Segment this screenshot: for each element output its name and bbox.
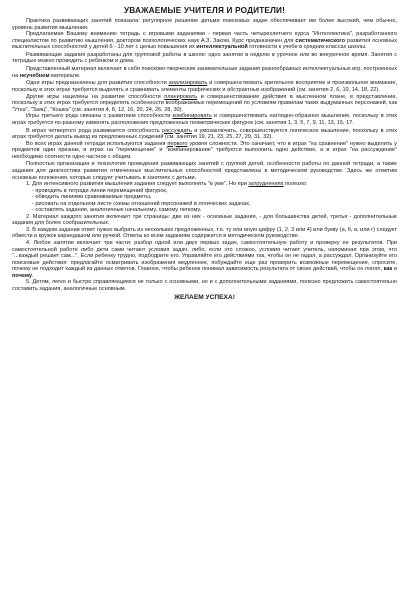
text: 1. Для интенсивного развития мышления задания следует выполнять "в уме". Но при <box>26 181 249 188</box>
text: В играх четвертого рода развивается способность <box>26 127 163 134</box>
paragraph-course <box>12 31 397 51</box>
list-item: - обводить линиями сравниваемые предметы, <box>32 194 152 201</box>
text: 5. Детям, легко и быстро справляющимся не только с основными, но и с дополнительными заданиями, полезно предложить самостоятельно составить задания, аналогичные основным. <box>12 279 397 292</box>
paragraph-intro <box>12 18 397 31</box>
paragraph-material <box>12 66 397 79</box>
bold-text: как <box>383 266 393 273</box>
underlined-text: рассуждать <box>162 127 192 134</box>
text: Полностью организация и технология проведения развивающих занятий с группой детей, особенности работы по данной тетради, а также задания для диагностики развития отмеченных мыслительных способностей представлены в методическом руководстве. Здесь же отметим основные положения, которые следует учитывать в занятиях с детьми. <box>12 161 397 181</box>
text: готовности к учебе в средних классах школы. <box>247 44 367 51</box>
text: Во всех играх данной тетради используются задания <box>26 140 168 147</box>
text: и совершенствовать зрительное восприятие и произвольное внимание, поскольку в этих играх требуется выделять и сравнивать элементы графических и абстрактных изображений (см. занятия 2, 6, 10, 14, 18, 22). <box>12 80 397 94</box>
paragraph-analyze <box>12 80 397 93</box>
point-1-list <box>12 188 397 214</box>
text: и <box>392 266 397 273</box>
paragraph-format <box>12 52 397 65</box>
text: и умозаключать, совершенствуется логическое мышление, поскольку в этих играх требуется делать вывод из предложенных суждений (см. занятия 19, 21, 23, 25, 27, 29, 31, 32). <box>12 127 397 141</box>
underlined-text: затруднениях <box>248 181 284 188</box>
text: Игры третьего рода связаны с развитием способности <box>26 113 173 120</box>
text: Одни игры предназначены для развития способности <box>26 80 169 87</box>
underlined-text: планировать <box>164 93 198 100</box>
text: Представленный материал включает в себя поисково-творческие занимательные задания разнообразных интеллектуальных игр, построенных на <box>12 66 397 79</box>
underlined-text: анализировать <box>168 80 208 87</box>
text: уровня сложности. Это означает, что в играх "на сравнение" нужно выделить у предметов один признак, в играх на "перемещение" и "комбинирование" требуется выполнить одно действие, а в играх "на рассуждение" необходимо соотнести одно частное с общим. <box>12 140 398 160</box>
bold-text: почему <box>12 272 32 279</box>
point-4 <box>12 240 397 279</box>
underlined-text: комбинировать <box>172 113 212 120</box>
text: 2. Материал каждого занятия включает три страницы: две из них - основные задания, - для большинства детей, третья - дополнительные задания для более сообразительных. <box>12 213 397 227</box>
bold-text: интеллектуальной <box>196 44 248 51</box>
paragraph-methodology <box>12 161 397 181</box>
bold-text: систематического <box>295 37 345 44</box>
list-item: - проводить в тетради линии перемещений фигурок, <box>32 187 168 194</box>
list-item: - рисовать на отдельном листе схемы отношений персонажей в логических задачах, <box>32 200 251 207</box>
text: Предлагаемая Вашему вниманию тетрадь с игровыми заданиями - первая часть четырехлетнего курса "Интеллектика", разработанного специалистом по развитию мышления, доктором психологических наук А.З. Заком. Курс предназначен для <box>12 31 397 44</box>
text: полезно: <box>283 181 308 188</box>
paragraph-combine <box>12 113 397 126</box>
closing-text: ЖЕЛАЕМ УСПЕХА! <box>174 294 235 302</box>
text: 3. В каждом задании ответ нужно выбрать из нескольких предложенных, т.е. ту или иную цифру (1, 2, 3 или 4) или букву (а, б, в, или г) следует обвести в кружок карандашом или ручкой. Ответы ко всем заданиям содержатся в методическом руководстве. <box>12 226 397 240</box>
text: Другие игры нацелены на развитие способности <box>26 93 165 100</box>
point-2 <box>12 214 397 227</box>
paragraph-reason <box>12 128 397 141</box>
text: 4. Любое занятие включает три части: разбор одной или двух первых задач, самостоятельную работу и проверку ее результатов. При самостоятельной работе либо дети сами читают условия задач, либо, если это сложно, условия читает учитель, напоминая при этом, что "...каждый решает сам...". Если ребенку трудно, подбодрите его. Управляйте его действиями так, чтобы он не гадал, а рассуждал. Организуйте его поисковые действия: предлагайте осматривать изображения медленнее, побуждайте еще раз проверить возможные перемещения, спросите, почему не подходит каждый из данных ответов. Главное, чтобы ребенок понимал зависимость результата от своих действий, чтобы он понял, <box>12 239 397 273</box>
point-3 <box>12 227 397 240</box>
bold-text: неучебном <box>19 72 50 79</box>
text: и совершенствование действия в мысленном плане, в представлении, поскольку в этих играх требуется определять особенности воображаемых перемещений по условиям правилам таких выдуманных персонажей, как "Утка", "Заяц", "Кошка" (см. занятия 4, 8, 12, 16, 20, 24, 26, 28, 30). <box>12 93 397 113</box>
page-title: УВАЖАЕМЫЕ УЧИТЕЛЯ И РОДИТЕЛИ! <box>123 6 286 15</box>
point-5 <box>12 279 397 292</box>
text: . <box>31 272 34 279</box>
list-item: - составлять задания, аналогичные начальному, самому легкому. <box>32 207 202 214</box>
text: материале. <box>49 72 81 79</box>
text: Практика развивающих занятий показала: регулярное решение детьми поисковых задач обеспечивает им более высокий, чем обычно, уровень развития мышления. <box>12 18 397 31</box>
paragraph-level <box>12 141 397 161</box>
text: Развивающие задания разработаны для групповой работы в школе: одно занятие в неделю в урочное или во внеурочное время. Занятия с тетрадью можно проводить с ребенком и дома. <box>12 51 397 65</box>
text: развития основных мыслительных способностей у детей 6 - 10 лет с целью повышения их <box>12 37 397 51</box>
paragraph-plan <box>12 94 397 114</box>
text: и совершенствовать наглядно-образное мышление, поскольку в этих играх требуется по-разному изменять расположение предложенных геометрических фигурок (см. занятия 1, 3, 5, 7, 9, 11, 13, 15, 17. <box>12 113 397 126</box>
underlined-text: первого <box>167 140 188 147</box>
